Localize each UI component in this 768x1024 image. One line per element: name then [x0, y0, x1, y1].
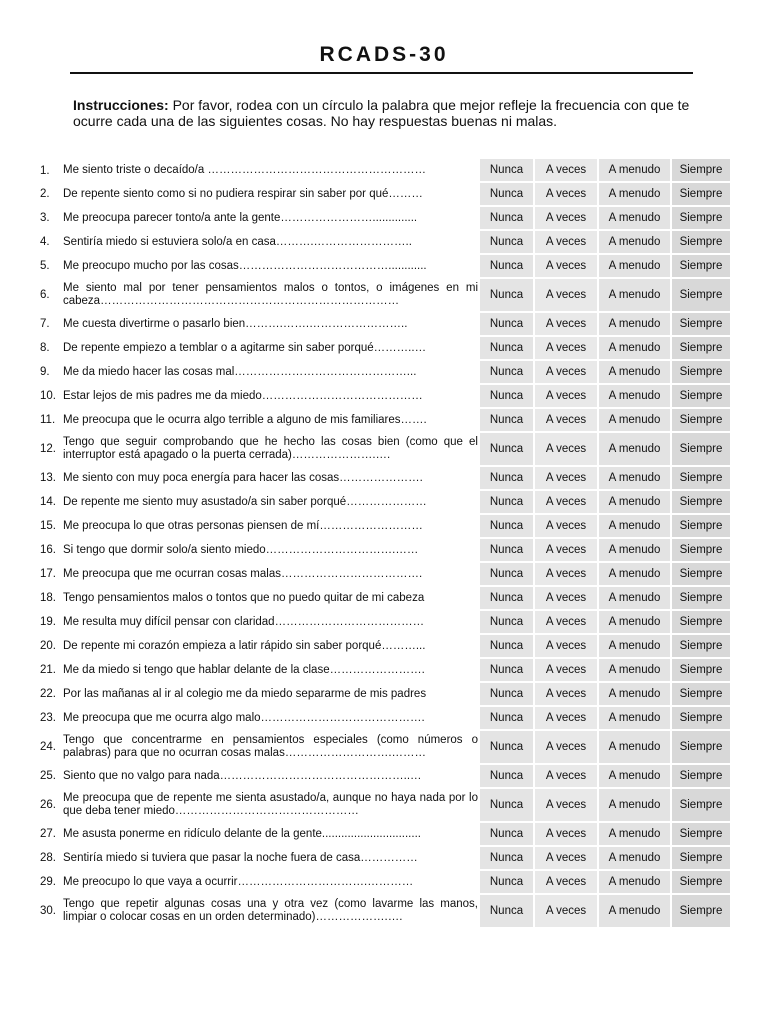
option-a-menudo[interactable]: A menudo	[598, 466, 671, 490]
option-siempre[interactable]: Siempre	[671, 706, 730, 730]
item-number: 26.	[40, 799, 56, 811]
table-row	[40, 634, 730, 658]
item-number: 3.	[40, 212, 50, 224]
item-number: 8.	[40, 342, 50, 354]
option-siempre[interactable]: Siempre	[671, 230, 730, 254]
item-number: 18.	[40, 592, 56, 604]
item-text: Me siento triste o decaído/a …………………………………………………	[63, 164, 426, 176]
table-row	[40, 360, 730, 384]
item-number: 12.	[40, 443, 56, 455]
option-a-menudo[interactable]: A menudo	[598, 408, 671, 432]
option-nunca[interactable]: Nunca	[479, 870, 534, 894]
option-a-menudo[interactable]: A menudo	[598, 254, 671, 278]
option-a-menudo[interactable]: A menudo	[598, 730, 671, 764]
option-a-menudo[interactable]: A menudo	[598, 586, 671, 610]
item-text: Me da miedo si tengo que hablar delante de la clase…………………….	[63, 663, 425, 676]
item-number: 24.	[40, 741, 56, 753]
item-number: 4.	[40, 236, 50, 248]
option-nunca[interactable]: Nunca	[479, 360, 534, 384]
option-siempre[interactable]: Siempre	[671, 764, 730, 788]
option-nunca[interactable]: Nunca	[479, 432, 534, 466]
table-row	[40, 312, 730, 336]
table-row	[40, 730, 730, 764]
table-row	[40, 610, 730, 634]
table-row	[40, 514, 730, 538]
item-number: 23.	[40, 712, 56, 724]
item-number: 22.	[40, 688, 56, 700]
option-a-menudo[interactable]: A menudo	[598, 822, 671, 846]
table-row	[40, 706, 730, 730]
option-siempre[interactable]: Siempre	[671, 490, 730, 514]
table-row	[40, 822, 730, 846]
option-nunca[interactable]: Nunca	[479, 682, 534, 706]
option-siempre[interactable]: Siempre	[671, 870, 730, 894]
item-number: 6.	[40, 289, 50, 301]
option-siempre[interactable]: Siempre	[671, 730, 730, 764]
item-text: Tengo que repetir algunas cosas una y otra vez (como lavarme las manos, limpiar o colocar cosas en un orden determinado)……………….….	[63, 898, 478, 923]
option-siempre[interactable]: Siempre	[671, 278, 730, 312]
option-siempre[interactable]: Siempre	[671, 682, 730, 706]
option-a-veces[interactable]: A veces	[534, 432, 598, 466]
item-text: Sentiría miedo si tuviera que pasar la noche fuera de casa……………	[63, 851, 418, 864]
option-nunca[interactable]: Nunca	[479, 538, 534, 562]
table-row	[40, 408, 730, 432]
option-nunca[interactable]: Nunca	[479, 634, 534, 658]
option-a-veces[interactable]: A veces	[534, 870, 598, 894]
option-a-menudo[interactable]: A menudo	[598, 336, 671, 360]
option-nunca[interactable]: Nunca	[479, 788, 534, 822]
option-a-menudo[interactable]: A menudo	[598, 159, 671, 182]
option-siempre[interactable]: Siempre	[671, 159, 730, 182]
item-number: 17.	[40, 568, 56, 580]
table-row	[40, 230, 730, 254]
option-siempre[interactable]: Siempre	[671, 182, 730, 206]
instructions	[73, 97, 703, 129]
option-siempre[interactable]: Siempre	[671, 562, 730, 586]
option-a-veces[interactable]: A veces	[534, 254, 598, 278]
item-text: Me siento con muy poca energía para hacer las cosas………………….	[63, 471, 423, 484]
option-a-veces[interactable]: A veces	[534, 634, 598, 658]
instructions-text: Por favor, rodea con un círculo la palabra que mejor refleje la frecuencia con que te ocurre cada una de las siguientes cosas. No hay respuestas buenas ni malas.	[73, 97, 690, 129]
item-text: Siento que no valgo para nada…………………………………………..…	[63, 769, 422, 782]
option-a-veces[interactable]: A veces	[534, 159, 598, 182]
option-a-veces[interactable]: A veces	[534, 312, 598, 336]
item-number: 13.	[40, 472, 56, 484]
option-a-menudo[interactable]: A menudo	[598, 610, 671, 634]
item-number: 15.	[40, 520, 56, 532]
table-row	[40, 182, 730, 206]
option-nunca[interactable]: Nunca	[479, 706, 534, 730]
item-text: Me preocupa parecer tonto/a ante la gente……………………..............	[63, 211, 418, 224]
option-a-veces[interactable]: A veces	[534, 682, 598, 706]
item-number: 2.	[40, 188, 50, 200]
option-siempre[interactable]: Siempre	[671, 586, 730, 610]
item-number: 11.	[40, 414, 56, 426]
option-nunca[interactable]: Nunca	[479, 408, 534, 432]
option-a-veces[interactable]: A veces	[534, 490, 598, 514]
option-a-menudo[interactable]: A menudo	[598, 514, 671, 538]
option-a-menudo[interactable]: A menudo	[598, 658, 671, 682]
option-siempre[interactable]: Siempre	[671, 894, 730, 928]
option-nunca[interactable]: Nunca	[479, 658, 534, 682]
option-nunca[interactable]: Nunca	[479, 586, 534, 610]
item-number: 5.	[40, 260, 50, 272]
item-text: De repente siento como si no pudiera respirar sin saber por qué………	[63, 187, 423, 200]
item-text: Tengo que concentrarme en pensamientos especiales (como números o palabras) para que no ocurran cosas malas……………………….………	[63, 734, 478, 759]
option-a-veces[interactable]: A veces	[534, 336, 598, 360]
item-number: 27.	[40, 828, 56, 840]
table-row	[40, 384, 730, 408]
option-a-menudo[interactable]: A menudo	[598, 562, 671, 586]
option-a-menudo[interactable]: A menudo	[598, 788, 671, 822]
option-a-veces[interactable]: A veces	[534, 408, 598, 432]
table-row	[40, 846, 730, 870]
table-row	[40, 788, 730, 822]
table-row	[40, 432, 730, 466]
option-a-menudo[interactable]: A menudo	[598, 230, 671, 254]
option-nunca[interactable]: Nunca	[479, 514, 534, 538]
option-siempre[interactable]: Siempre	[671, 658, 730, 682]
table-row	[40, 586, 730, 610]
option-siempre[interactable]: Siempre	[671, 432, 730, 466]
option-a-veces[interactable]: A veces	[534, 586, 598, 610]
table-row	[40, 538, 730, 562]
option-a-veces[interactable]: A veces	[534, 764, 598, 788]
option-siempre[interactable]: Siempre	[671, 634, 730, 658]
option-nunca[interactable]: Nunca	[479, 894, 534, 928]
item-number: 21.	[40, 664, 56, 676]
option-nunca[interactable]: Nunca	[479, 490, 534, 514]
table-row	[40, 466, 730, 490]
option-nunca[interactable]: Nunca	[479, 278, 534, 312]
option-siempre[interactable]: Siempre	[671, 610, 730, 634]
item-text: Me preocupo mucho por las cosas…………………………………............	[63, 259, 427, 272]
item-number: 16.	[40, 544, 56, 556]
item-text: Me preocupa que me ocurra algo malo…………………………………….	[63, 711, 425, 724]
item-text: Me cuesta divertirme o pasarlo bien……….…….……………………..	[63, 317, 408, 330]
option-nunca[interactable]: Nunca	[479, 206, 534, 230]
option-a-menudo[interactable]: A menudo	[598, 894, 671, 928]
option-siempre[interactable]: Siempre	[671, 312, 730, 336]
item-text: Me siento mal por tener pensamientos malos o tontos, o imágenes en mi cabeza……………………………………………………………………	[63, 282, 478, 307]
option-a-menudo[interactable]: A menudo	[598, 312, 671, 336]
option-siempre[interactable]: Siempre	[671, 206, 730, 230]
table-row	[40, 278, 730, 312]
table-row	[40, 894, 730, 928]
item-number: 28.	[40, 852, 56, 864]
option-a-veces[interactable]: A veces	[534, 360, 598, 384]
item-number: 7.	[40, 318, 50, 330]
item-number: 1.	[40, 164, 50, 177]
option-nunca[interactable]: Nunca	[479, 230, 534, 254]
option-a-menudo[interactable]: A menudo	[598, 432, 671, 466]
item-number: 19.	[40, 616, 56, 628]
option-a-menudo[interactable]: A menudo	[598, 360, 671, 384]
option-nunca[interactable]: Nunca	[479, 336, 534, 360]
option-a-menudo[interactable]: A menudo	[598, 634, 671, 658]
title-divider	[70, 72, 693, 74]
option-a-menudo[interactable]: A menudo	[598, 870, 671, 894]
table-row	[40, 764, 730, 788]
option-nunca[interactable]: Nunca	[479, 610, 534, 634]
option-a-veces[interactable]: A veces	[534, 894, 598, 928]
table-row	[40, 870, 730, 894]
item-text: Me da miedo hacer las cosas mal………………………………………...	[63, 365, 417, 378]
item-number: 30.	[40, 905, 56, 917]
option-a-veces[interactable]: A veces	[534, 788, 598, 822]
option-nunca[interactable]: Nunca	[479, 846, 534, 870]
option-a-veces[interactable]: A veces	[534, 822, 598, 846]
document-title: RCADS-30	[319, 43, 449, 66]
option-a-menudo[interactable]: A menudo	[598, 764, 671, 788]
option-a-veces[interactable]: A veces	[534, 182, 598, 206]
option-siempre[interactable]: Siempre	[671, 822, 730, 846]
option-nunca[interactable]: Nunca	[479, 312, 534, 336]
option-siempre[interactable]: Siempre	[671, 788, 730, 822]
item-number: 10.	[40, 390, 56, 402]
option-a-menudo[interactable]: A menudo	[598, 182, 671, 206]
item-text: Me resulta muy difícil pensar con claridad…………………………………	[63, 615, 425, 628]
option-nunca[interactable]: Nunca	[479, 764, 534, 788]
option-a-veces[interactable]: A veces	[534, 562, 598, 586]
option-a-menudo[interactable]: A menudo	[598, 538, 671, 562]
option-a-menudo[interactable]: A menudo	[598, 206, 671, 230]
item-text: Estar lejos de mis padres me da miedo……………………………………	[63, 389, 423, 402]
option-a-veces[interactable]: A veces	[534, 278, 598, 312]
option-a-menudo[interactable]: A menudo	[598, 846, 671, 870]
option-nunca[interactable]: Nunca	[479, 254, 534, 278]
item-text: Me preocupa lo que otras personas piensen de mí………………………	[63, 519, 423, 532]
item-text: Me preocupa que de repente me sienta asustado/a, aunque no haya nada por lo que deba tener miedo…………………………………………	[63, 792, 478, 817]
item-text: Me preocupa que me ocurran cosas malas……………………………….	[63, 567, 423, 580]
option-a-veces[interactable]: A veces	[534, 730, 598, 764]
option-a-veces[interactable]: A veces	[534, 384, 598, 408]
table-row	[40, 336, 730, 360]
option-siempre[interactable]: Siempre	[671, 466, 730, 490]
table-row	[40, 206, 730, 230]
item-text: Sentiría miedo si estuviera solo/a en casa……….……………………..	[63, 235, 412, 248]
option-a-veces[interactable]: A veces	[534, 846, 598, 870]
item-text: De repente mi corazón empieza a latir rápido sin saber porqué………...	[63, 639, 426, 652]
option-nunca[interactable]: Nunca	[479, 466, 534, 490]
option-siempre[interactable]: Siempre	[671, 384, 730, 408]
option-a-menudo[interactable]: A menudo	[598, 682, 671, 706]
item-text: Me preocupa que le ocurra algo terrible a alguno de mis familiares…….	[63, 413, 427, 426]
option-nunca[interactable]: Nunca	[479, 730, 534, 764]
option-siempre[interactable]: Siempre	[671, 254, 730, 278]
item-text: Me asusta ponerme en ridículo delante de la gente...............................	[63, 827, 421, 840]
option-siempre[interactable]: Siempre	[671, 336, 730, 360]
item-number: 14.	[40, 496, 56, 508]
instructions-label: Instrucciones:	[73, 97, 169, 113]
option-a-menudo[interactable]: A menudo	[598, 706, 671, 730]
table-row	[40, 658, 730, 682]
item-number: 20.	[40, 640, 56, 652]
item-text: Me preocupo lo que vaya a ocurrir…………………………….…………	[63, 875, 414, 888]
item-text: Por las mañanas al ir al colegio me da miedo separarme de mis padres	[63, 687, 427, 700]
option-a-veces[interactable]: A veces	[534, 706, 598, 730]
option-a-veces[interactable]: A veces	[534, 514, 598, 538]
option-a-veces[interactable]: A veces	[534, 230, 598, 254]
option-nunca[interactable]: Nunca	[479, 159, 534, 182]
option-a-veces[interactable]: A veces	[534, 466, 598, 490]
item-number: 29.	[40, 876, 56, 888]
option-siempre[interactable]: Siempre	[671, 360, 730, 384]
table-row	[40, 159, 730, 182]
option-nunca[interactable]: Nunca	[479, 822, 534, 846]
option-a-veces[interactable]: A veces	[534, 538, 598, 562]
option-nunca[interactable]: Nunca	[479, 562, 534, 586]
item-text: Si tengo que dormir solo/a siento miedo…………………………….……	[63, 543, 419, 556]
item-text: De repente me siento muy asustado/a sin saber porqué…………………	[63, 495, 427, 508]
option-a-veces[interactable]: A veces	[534, 206, 598, 230]
table-row	[40, 562, 730, 586]
item-text: De repente empiezo a temblar o a agitarme sin saber porqué………..…	[63, 341, 427, 354]
option-a-menudo[interactable]: A menudo	[598, 490, 671, 514]
item-number: 25.	[40, 770, 56, 782]
option-siempre[interactable]: Siempre	[671, 538, 730, 562]
option-a-menudo[interactable]: A menudo	[598, 278, 671, 312]
option-a-veces[interactable]: A veces	[534, 658, 598, 682]
option-siempre[interactable]: Siempre	[671, 514, 730, 538]
option-siempre[interactable]: Siempre	[671, 846, 730, 870]
table-row	[40, 682, 730, 706]
item-number: 9.	[40, 366, 50, 378]
questionnaire-table	[40, 159, 730, 929]
option-siempre[interactable]: Siempre	[671, 408, 730, 432]
option-a-veces[interactable]: A veces	[534, 610, 598, 634]
item-text: Tengo que seguir comprobando que he hecho las cosas bien (como que el interruptor está apagado o la puerta cerrada)………………….….	[63, 436, 478, 461]
table-row	[40, 254, 730, 278]
option-nunca[interactable]: Nunca	[479, 384, 534, 408]
item-text: Tengo pensamientos malos o tontos que no puedo quitar de mi cabeza	[63, 591, 425, 604]
option-a-menudo[interactable]: A menudo	[598, 384, 671, 408]
option-nunca[interactable]: Nunca	[479, 182, 534, 206]
table-row	[40, 490, 730, 514]
